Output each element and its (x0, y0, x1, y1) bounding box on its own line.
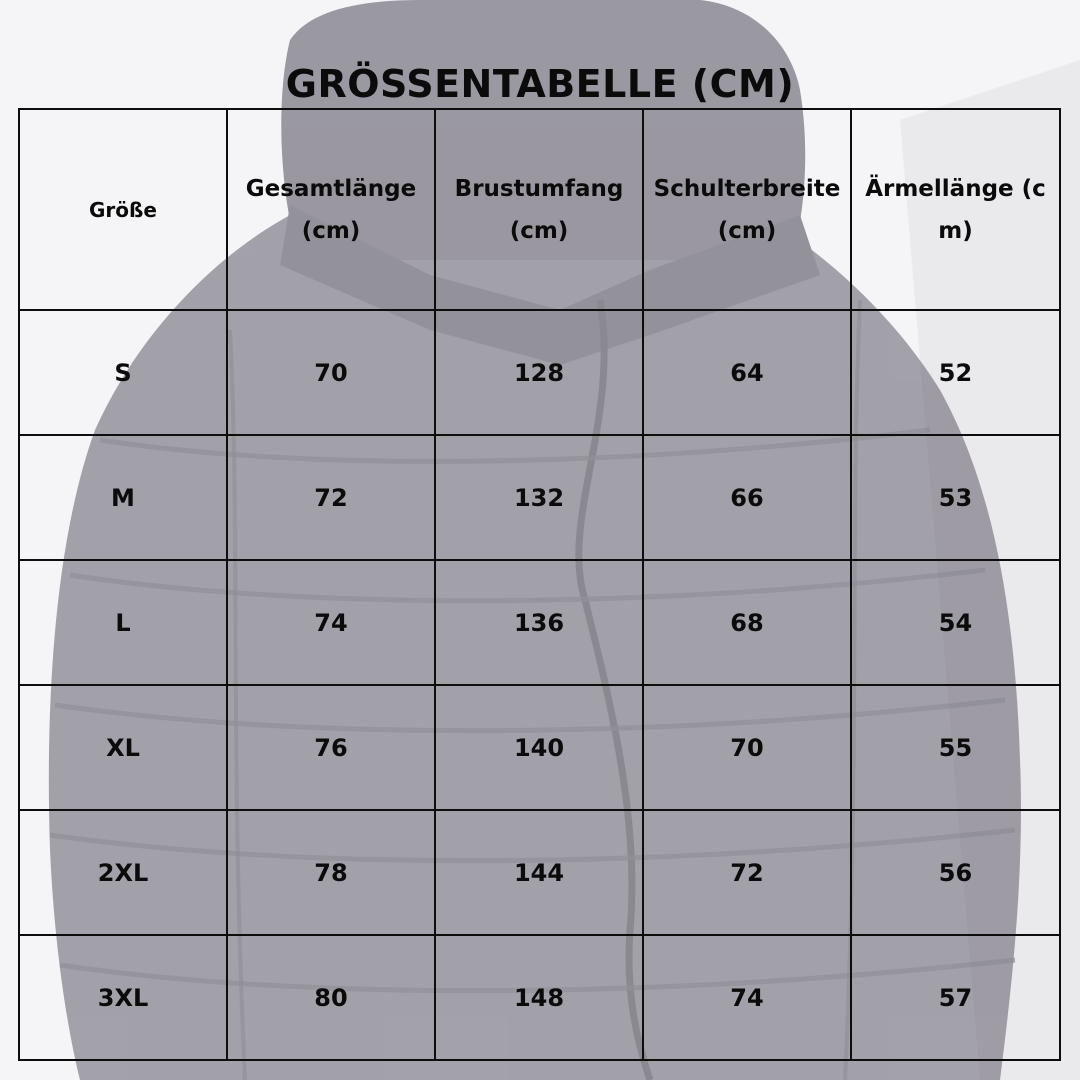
cell-size: L (19, 560, 227, 685)
cell-sleeve-length: 55 (851, 685, 1060, 810)
size-chart-table (18, 108, 1061, 1061)
cell-total-length: 76 (227, 685, 435, 810)
cell-chest: 132 (435, 435, 643, 560)
cell-shoulder-width: 74 (643, 935, 851, 1060)
cell-total-length: 70 (227, 310, 435, 435)
header-sleeve-length: Ärmellänge (cm) (851, 109, 1060, 310)
table-row (19, 435, 1060, 560)
table-row (19, 310, 1060, 435)
table-header-row (19, 109, 1060, 310)
cell-chest: 128 (435, 310, 643, 435)
cell-total-length: 74 (227, 560, 435, 685)
header-chest: Brustumfang (cm) (435, 109, 643, 310)
cell-chest: 144 (435, 810, 643, 935)
table-row (19, 935, 1060, 1060)
cell-size: 2XL (19, 810, 227, 935)
cell-shoulder-width: 72 (643, 810, 851, 935)
cell-total-length: 78 (227, 810, 435, 935)
table-row (19, 685, 1060, 810)
cell-size: M (19, 435, 227, 560)
cell-sleeve-length: 54 (851, 560, 1060, 685)
cell-shoulder-width: 66 (643, 435, 851, 560)
cell-sleeve-length: 52 (851, 310, 1060, 435)
page-title: GRÖSSENTABELLE (CM) (285, 62, 795, 106)
cell-sleeve-length: 57 (851, 935, 1060, 1060)
cell-shoulder-width: 64 (643, 310, 851, 435)
cell-chest: 136 (435, 560, 643, 685)
cell-total-length: 80 (227, 935, 435, 1060)
cell-sleeve-length: 53 (851, 435, 1060, 560)
cell-shoulder-width: 70 (643, 685, 851, 810)
cell-chest: 148 (435, 935, 643, 1060)
cell-size: XL (19, 685, 227, 810)
cell-size: S (19, 310, 227, 435)
cell-total-length: 72 (227, 435, 435, 560)
header-total-length: Gesamtlänge (cm) (227, 109, 435, 310)
table-row (19, 810, 1060, 935)
header-shoulder-width: Schulterbreite (cm) (643, 109, 851, 310)
header-size: Größe (19, 109, 227, 310)
table-row (19, 560, 1060, 685)
cell-size: 3XL (19, 935, 227, 1060)
cell-chest: 140 (435, 685, 643, 810)
cell-sleeve-length: 56 (851, 810, 1060, 935)
cell-shoulder-width: 68 (643, 560, 851, 685)
